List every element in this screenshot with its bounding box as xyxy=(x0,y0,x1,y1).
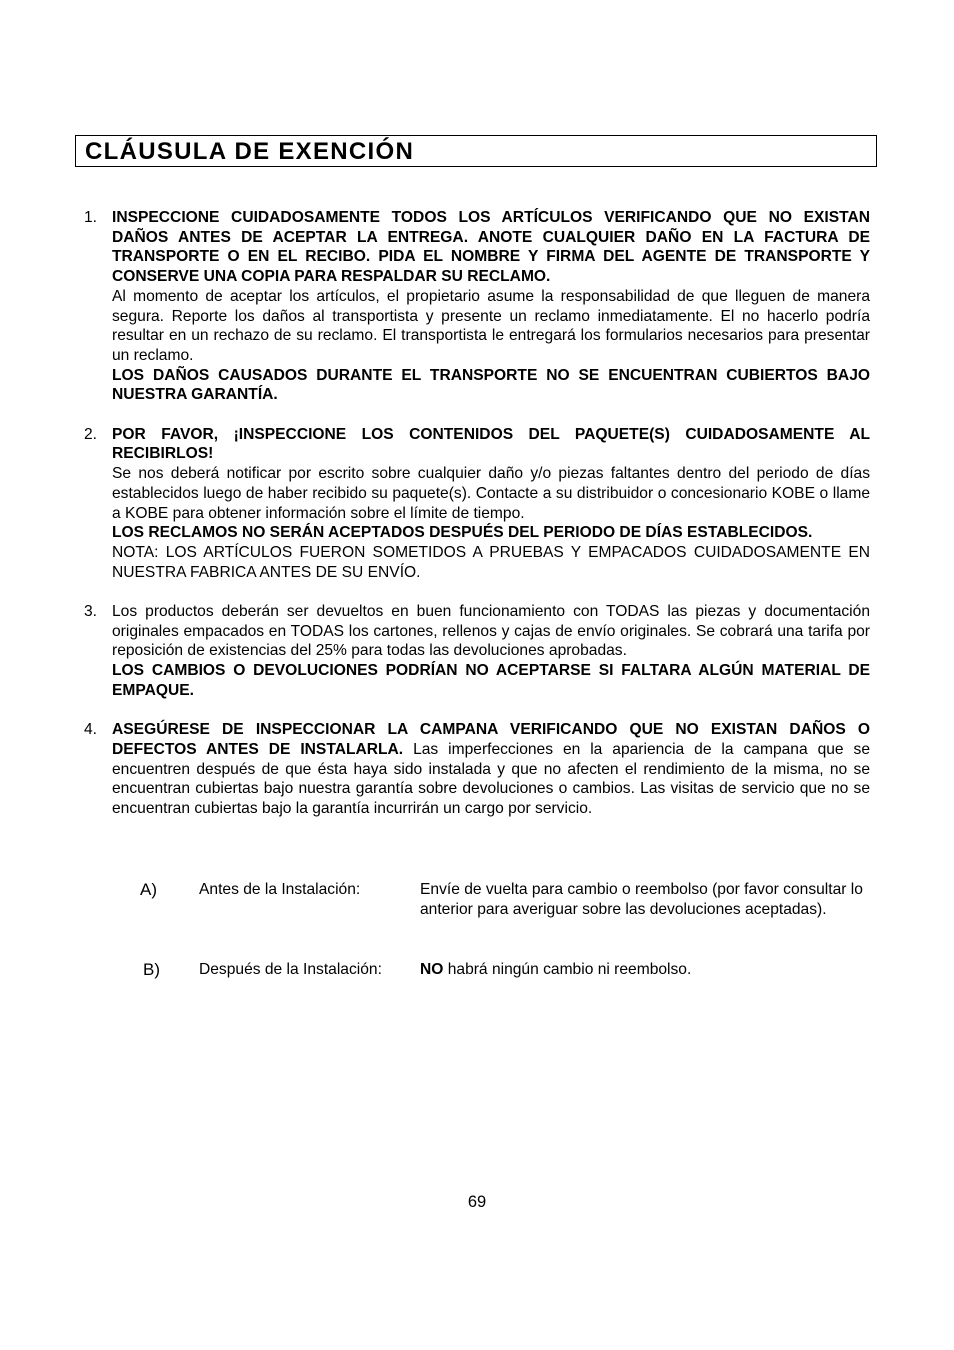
list-item-2 xyxy=(84,425,870,583)
page-title: CLÁUSULA DE EXENCIÓN xyxy=(85,138,415,165)
subitem-letter: B) xyxy=(143,960,160,979)
item-body: Al momento de aceptar los artículos, el propietario asume la responsabilidad de que lleguen de manera segura. Reporte los daños al transportista y presente un reclamo inmediatamente. El no hacerlo podría resultar en un rechazo de su reclamo. El transportista le entregará los formularios necesarios para presentar un reclamo. xyxy=(112,287,870,364)
item-body: Los productos deberán ser devueltos en buen funcionamiento con TODAS las piezas y documentación originales empacados en TODAS los cartones, rellenos y cajas de envío originales. Se cobrará una tarifa por reposición de existencias del 25% para todas las devoluciones aprobadas. xyxy=(112,603,870,660)
disclaimer-list xyxy=(84,208,870,838)
section-title-box xyxy=(75,135,877,167)
subitem-desc-text: habrá ningún cambio ni reembolso. xyxy=(443,961,692,978)
item-note: NOTA: LOS ARTÍCULOS FUERON SOMETIDOS A PRUEBAS Y EMPACADOS CUIDADOSAMENTE EN NUESTRA FABRICA ANTES DE SU ENVÍO. xyxy=(112,543,870,581)
list-item-4 xyxy=(84,720,870,819)
item-heading: POR FAVOR, ¡INSPECCIONE LOS CONTENIDOS DEL PAQUETE(S) CUIDADOSAMENTE AL RECIBIRLOS! xyxy=(112,425,870,463)
subitem-label: Antes de la Instalación: xyxy=(199,881,361,898)
list-item-1 xyxy=(84,208,870,405)
item-body: Se nos deberá notificar por escrito sobre cualquier daño y/o piezas faltantes dentro del periodo de días establecidos luego de haber recibido su paquete(s). Contacte a su distribuidor o concesionario KOBE o llame a KOBE para obtener información sobre el límite de tiempo. xyxy=(112,465,870,522)
item-number: 2. xyxy=(84,425,98,443)
item-footer: LOS DAÑOS CAUSADOS DURANTE EL TRANSPORTE NO SE ENCUENTRAN CUBIERTOS BAJO NUESTRA GARANTÍA. xyxy=(112,366,870,404)
page-number: 69 xyxy=(467,1193,487,1211)
item-footer: LOS CAMBIOS O DEVOLUCIONES PODRÍAN NO ACEPTARSE SI FALTARA ALGÚN MATERIAL DE EMPAQUE. xyxy=(112,662,870,699)
item-body: Las imperfecciones en la apariencia de la campana que se encuentren después de que ésta haya sido instalada y que no afecten el rendimiento de la misma, no se encuentran cubiertas bajo nuestra garantía sobre devoluciones o cambios. Las visitas de servicio que no se encuentran cubiertas bajo la garantía incurrirán un cargo por servicio. xyxy=(112,740,870,818)
item-paragraph xyxy=(112,720,870,819)
subitem-label: Después de la Instalación: xyxy=(199,961,382,978)
subitem-description xyxy=(420,880,870,919)
item-heading: INSPECCIONE CUIDADOSAMENTE TODOS LOS ARTÍCULOS VERIFICANDO QUE NO EXISTAN DAÑOS ANTES DE ACEPTAR LA ENTREGA. ANOTE CUALQUIER DAÑO EN LA FACTURA DE TRANSPORTE O EN EL RECIBO. PIDA EL NOMBRE Y FIRMA DEL AGENTE DE TRANSPORTE Y CONSERVE UNA COPIA PARA RESPALDAR SU RECLAMO. xyxy=(112,209,870,286)
subitem-letter: A) xyxy=(140,880,157,899)
subitem-desc-bold: NO xyxy=(420,961,444,978)
item-footer: LOS RECLAMOS NO SERÁN ACEPTADOS DESPUÉS DEL PERIODO DE DÍAS ESTABLECIDOS. xyxy=(112,524,813,542)
item-number: 3. xyxy=(84,603,98,621)
item-number: 1. xyxy=(84,209,98,226)
subitem-description xyxy=(420,960,870,980)
subitem-desc-text: Envíe de vuelta para cambio o reembolso (por favor consultar lo anterior para averiguar sobre las devoluciones aceptadas). xyxy=(420,881,863,918)
item-number: 4. xyxy=(84,721,98,739)
item-heading: ASEGÚRESE DE INSPECCIONAR LA CAMPANA VERIFICANDO QUE NO EXISTAN DAÑOS O DEFECTOS ANTES DE INSTALARLA. xyxy=(112,721,870,758)
list-item-3 xyxy=(84,602,870,701)
